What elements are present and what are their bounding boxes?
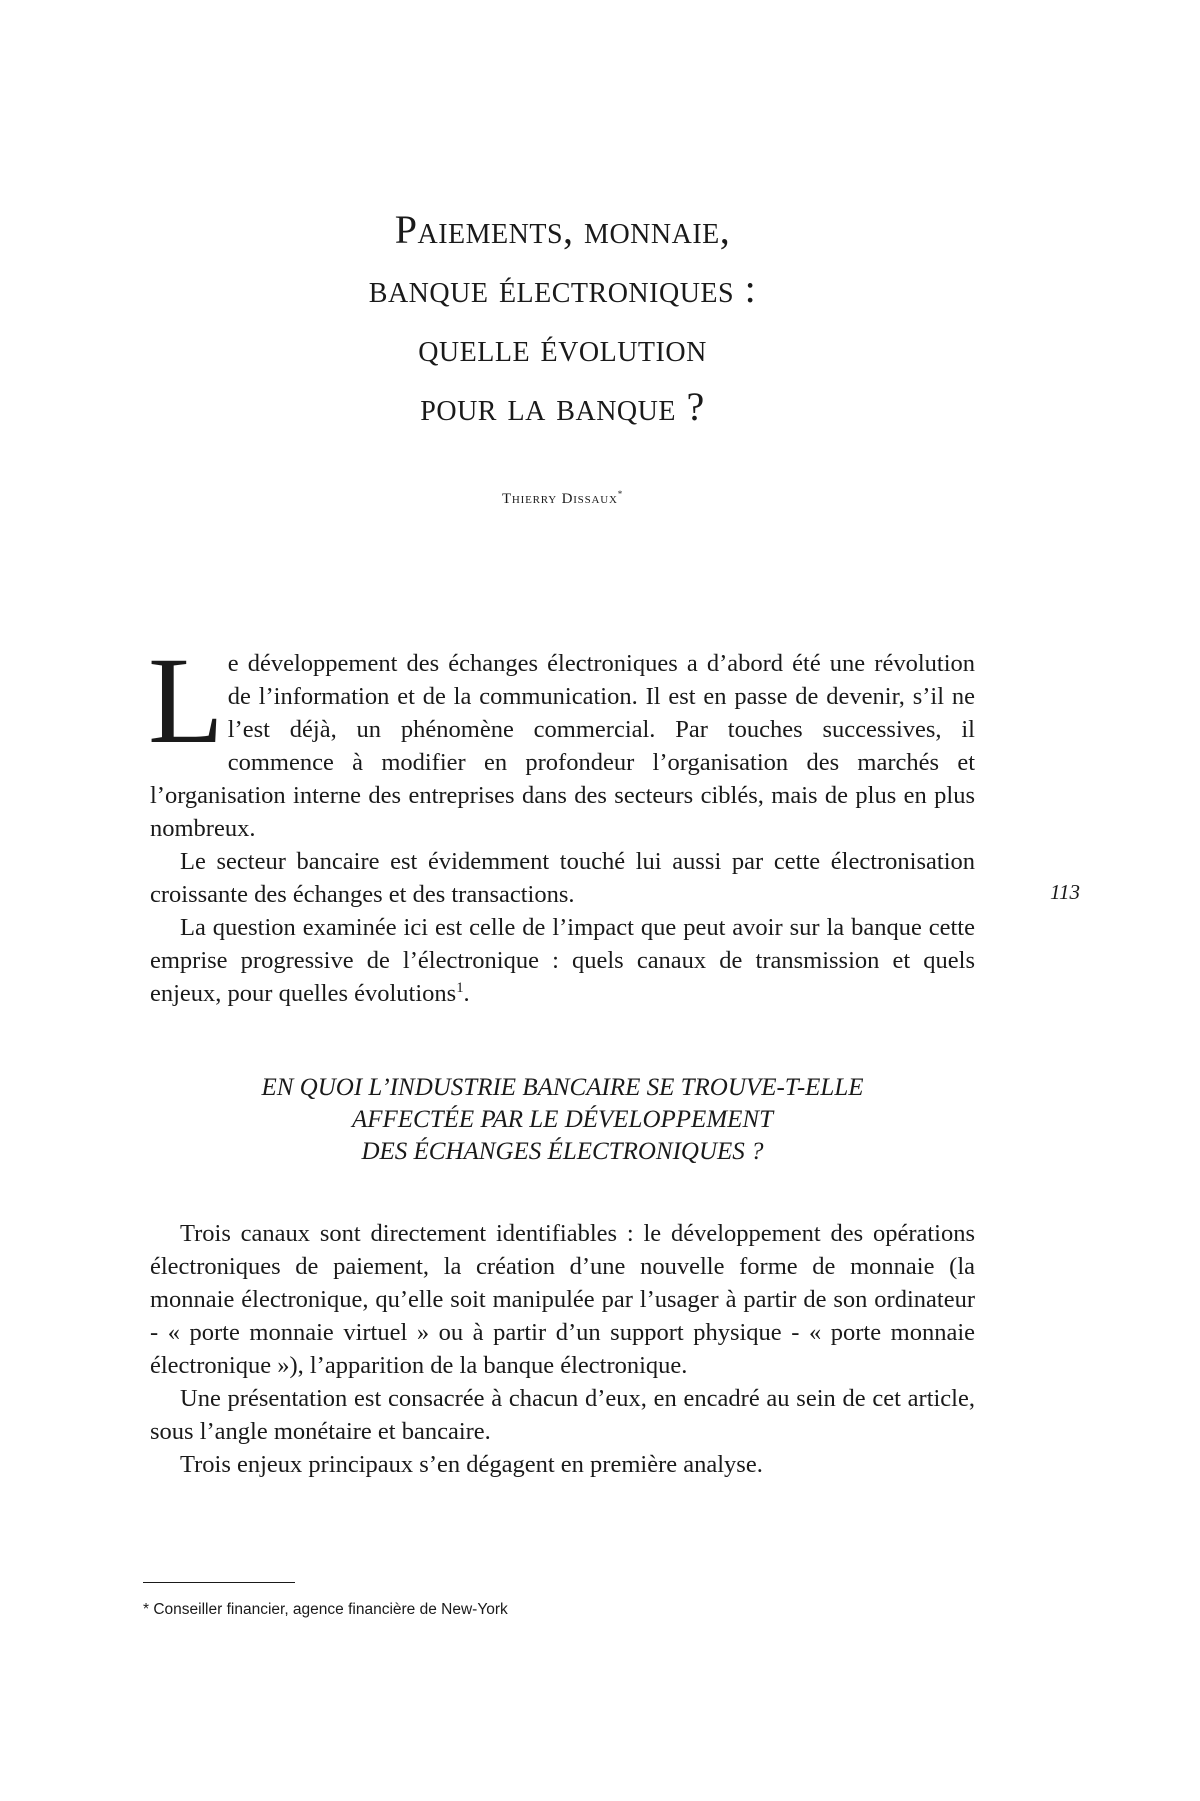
title-line-2: banque électroniques : (368, 266, 757, 311)
section-heading (150, 1072, 975, 1168)
section-heading-line-1: EN QUOI L’INDUSTRIE BANCAIRE SE TROUVE-T-ELLE (261, 1074, 864, 1101)
footnote-divider (143, 1582, 295, 1583)
author-note-marker: * (617, 489, 624, 499)
section-heading-line-2: AFFECTÉE PAR LE DÉVELOPPEMENT (351, 1106, 774, 1133)
intro-paragraph-3 (150, 911, 975, 1010)
footnote-marker: * (143, 1601, 150, 1618)
title-line-3: quelle évolution (418, 325, 707, 370)
intro-text (148, 632, 975, 1010)
title-line-1: Paiements, monnaie, (394, 207, 731, 252)
intro-paragraph-2: Le secteur bancaire est évidemment touché lui aussi par cette électronisation croissante des échanges et des transactions. (150, 848, 975, 908)
author-byline (150, 491, 975, 508)
footnote-ref-1: 1 (456, 979, 464, 996)
section-paragraph-3: Trois enjeux principaux s’en dégagent en première analyse. (180, 1451, 763, 1478)
footnote (143, 1601, 508, 1619)
author-name: Thierry Dissaux (501, 491, 618, 507)
intro-paragraph-1-text: e développement des échanges électroniques a d’abord été une révolution de l’information et de la communication. Il est en passe de devenir, s’il ne l’est déjà, un phénomène commercial. Par touches successives, il commence à modifier en profondeur l’organisation des marchés et l’organisation interne des entreprises dans des secteurs ciblés, mais de plus en plus nombreux. (150, 650, 975, 842)
intro-paragraph-3-text: La question examinée ici est celle de l’impact que peut avoir sur la banque cette emprise progressive de l’électronique : quels canaux de transmission et quels enjeux, pour quelles évolutions (150, 914, 975, 1007)
intro-paragraph-1 (148, 632, 975, 845)
footnote-text: Conseiller financier, agence financière de New-York (153, 1601, 508, 1618)
section-heading-line-3: DES ÉCHANGES ÉLECTRONIQUES ? (361, 1138, 764, 1165)
section-text (150, 1217, 975, 1481)
title-line-4: pour la banque ? (420, 384, 705, 429)
article-title (150, 200, 975, 436)
intro-paragraph-3-end: . (463, 980, 470, 1007)
section-paragraph-2: Une présentation est consacrée à chacun d’eux, en encadré au sein de cet article, sous l’angle monétaire et bancaire. (150, 1385, 975, 1445)
drop-cap: L (148, 632, 224, 769)
page-number: 113 (1050, 880, 1080, 904)
section-paragraph-1: Trois canaux sont directement identifiables : le développement des opérations électroniques de paiement, la création d’une nouvelle forme de monnaie (la monnaie électronique, qu’elle soit manipulée par l’usager à partir de son ordinateur - « porte monnaie virtuel » ou à partir d’un support physique - « porte monnaie électronique »), l’apparition de la banque électronique. (150, 1220, 975, 1379)
